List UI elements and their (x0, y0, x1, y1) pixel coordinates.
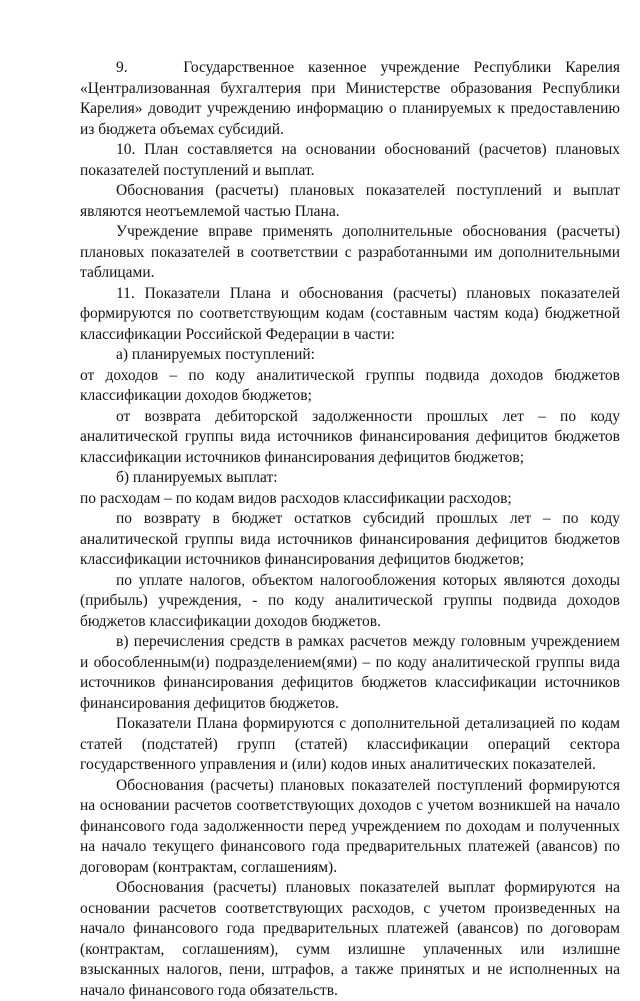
paragraph-planned-payments: б) планируемых выплат: (116, 469, 278, 486)
paragraph-receipts-justifications: Обоснования (расчеты) плановых показателей поступлений формируются на основании расчетов соответствующих доходов с учетом возникшей на начало финансового года задолженности перед учреждением по доходам и полученных на начало текущего финансового года предварительных платежей (авансов) по договорам (контрактам, соглашениям). (80, 776, 620, 876)
paragraph-justifications-part-of-plan: Обоснования (расчеты) плановых показателей поступлений и выплат являются неотъемлемой частью Плана. (80, 182, 620, 220)
paragraph-additional-justifications: Учреждение вправе применять дополнительные обоснования (расчеты) плановых показателей в соответствии с разработанными им дополнительными таблицами. (80, 223, 620, 281)
paragraph-10-plan-basis: 10. План составляется на основании обоснований (расчетов) плановых показателей поступлений и выплат. (80, 141, 620, 179)
paragraph-from-income: от доходов – по коду аналитической группы подвида доходов бюджетов классификации доходов бюджетов; (80, 366, 620, 404)
paragraph-by-expenses: по расходам – по кодам видов расходов классификации расходов; (80, 489, 512, 507)
paragraph-9-information-on-subsidies: 9. Государственное казенное учреждение Республики Карелия «Централизованная бухгалтерия при Министерстве образования Республики Карелия» доводит учреждению информацию о планируемых к предоставлению из бюджета объемах субсидий. (80, 59, 620, 138)
document-page (80, 58, 620, 1001)
paragraph-tax-payments: по уплате налогов, объектом налогообложения которых являются доходы (прибыль) учреждения, - по коду аналитической группы подвида доходов бюджетов классификации доходов бюджетов. (80, 571, 620, 630)
paragraph-transfers-between-units: в) перечисления средств в рамках расчетов между головным учреждением и обособленным(и) подразделением(ями) – по коду аналитической группы вида источников финансирования дефицитов бюджетов классификации источников финансирования дефицитов бюджетов. (80, 633, 620, 712)
paragraph-from-receivables-return: от возврата дебиторской задолженности прошлых лет – по коду аналитической группы вида источников финансирования дефицитов бюджетов классификации источников финансирования дефицитов бюджетов; (80, 407, 620, 466)
paragraph-payments-justifications: Обоснования (расчеты) плановых показателей выплат формируются на основании расчетов соответствующих расходов, с учетом произведенных на начало финансового года предварительных платежей (авансов) по договорам (контрактам, соглашениям), сумм излишне уплаченных или излишне взысканных налогов, пени, штрафов, а также принятых и не исполненных на начало финансового года обязательств. (80, 879, 620, 999)
paragraph-additional-detailing: Показатели Плана формируются с дополнительной детализацией по кодам статей (подстатей) групп (статей) классификации операций сектора государственного управления и (или) кодов иных аналитических показателей. (80, 715, 620, 773)
paragraph-11-budget-classification: 11. Показатели Плана и обоснования (расчеты) плановых показателей формируются по соответствующим кодам (составным частям кода) бюджетной классификации Российской Федерации в части: (80, 284, 620, 343)
paragraph-planned-receipts: а) планируемых поступлений: (116, 346, 315, 363)
paragraph-return-of-subsidy-balances: по возврату в бюджет остатков субсидий прошлых лет – по коду аналитической группы вида источников финансирования дефицитов бюджетов классификации источников финансирования дефицитов бюджетов; (80, 510, 620, 568)
